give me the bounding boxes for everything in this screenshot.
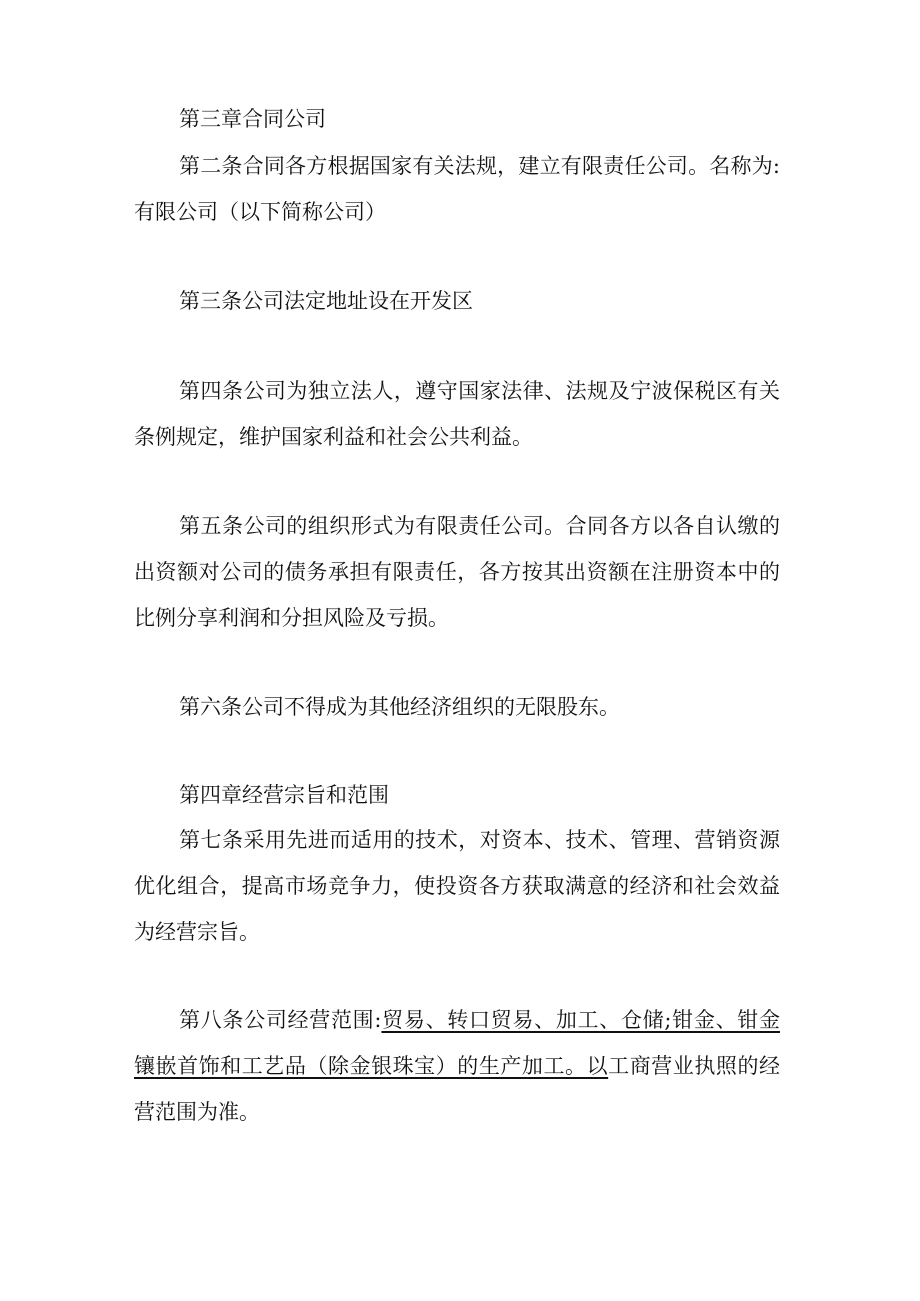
article-8 (134, 997, 780, 1135)
article-5: 第五条公司的组织形式为有限责任公司。合同各方以各自认缴的出资额对公司的债务承担有限责任，各方按其出资额在注册资本中的比例分享利润和分担风险及亏损。 (134, 514, 780, 630)
article-2: 第二条合同各方根据国家有关法规，建立有限责任公司。名称为:有限公司（以下简称公司） (134, 154, 780, 224)
article-4: 第四条公司为独立法人，遵守国家法律、法规及宁波保税区有关条例规定，维护国家利益和社会公共利益。 (134, 379, 780, 449)
article-8-tail: 工商营业执照的经营范围为准。 (134, 1054, 781, 1124)
article-7: 第七条采用先进而适用的技术，对资本、技术、管理、营销资源优化组合，提高市场竞争力，使投资各方获取满意的经济和社会效益为经营宗旨。 (134, 828, 780, 944)
chapter-4-title: 第四章经营宗旨和范围 (179, 783, 389, 807)
article-6: 第六条公司不得成为其他经济组织的无限股东。 (179, 695, 620, 719)
article-8-business-scope: 贸易、转口贸易、加工、仓储;钳金、钳金镶嵌首饰和工艺品（除金银珠宝）的生产加工。以 (134, 1008, 780, 1078)
article-3: 第三条公司法定地址设在开发区 (179, 289, 473, 313)
article-8-lead: 第八条公司经营范围: (179, 1008, 382, 1032)
chapter-3-title: 第三章合同公司 (179, 107, 326, 131)
